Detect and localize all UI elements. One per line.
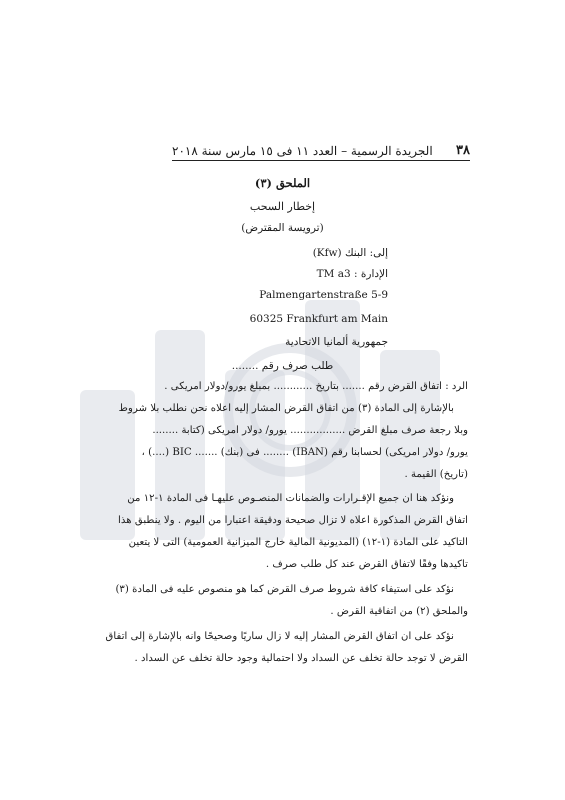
address-to: إلى: البنك (Kfw) — [312, 247, 388, 259]
address-city: 60325 Frankfurt am Main — [249, 313, 388, 325]
page-header — [172, 138, 470, 158]
gazette-info: الجريدة الرسمية – العدد ١١ فى ١٥ مارس سنة ٢٠١٨ — [172, 144, 433, 158]
header-rule — [172, 160, 470, 161]
paragraph-line: تأكيدها وفقًا لاتفاق القرض عند كل طلب صرف . — [265, 559, 468, 570]
address-country: جمهورية ألمانيا الاتحادية — [285, 336, 388, 348]
paragraph-line: الرد : اتفاق القرض رقم ....... بتاريخ ............ بمبلغ يورو/دولار أمريكى . — [164, 381, 468, 392]
paragraph-line: بالإشارة إلى المادة (٣) من اتفاق القرض المشار إليه أعلاه نحن نطلب بلا شروط — [118, 403, 454, 414]
paragraph-line: وبلا رجعة صرف مبلغ القرض ................. يورو/ دولار أمريكى (كتابة ........ — [152, 425, 468, 436]
paragraph-line: القرض لا توجد حالة تخلف عن السداد ولا احتمالية وجود حالة تخلف عن السداد . — [134, 653, 468, 664]
annex-subtitle: إخطار السحب — [249, 200, 316, 213]
paragraph-line: (تاريخ) القيمة . — [404, 469, 468, 480]
paragraph-line: التأكيد على المادة (١-١٢) (المديونية المالية خارج الميزانية العمومية) التى لا يتعين — [128, 537, 468, 548]
address-street: Palmengartenstraße 5-9 — [259, 289, 388, 301]
paragraph-line: يورو/ دولار أمريكى) لحسابنا رقم (IBAN) ........ فى (بنك) ....... BIC (....) ، — [141, 447, 468, 458]
page-number: ٣٨ — [456, 143, 470, 158]
paragraph-line: نؤكد على أن اتفاق القرض المشار إليه لا زال ساريًا وصحيحًا وأنه بالإشارة إلى اتفاق — [105, 631, 454, 642]
paragraph-line: اتفاق القرض المذكورة أعلاه لا تزال صحيحة ودقيقة اعتباراً من اليوم . ولا ينطبق هذا — [118, 515, 468, 526]
paragraph-line: ونؤكد هنا أن جميع الإقـرارات والضمانات المنصـوص عليهـا فى المادة ١-١٢ من — [127, 493, 454, 504]
letterhead-note: (ترويسة المقترض) — [241, 222, 324, 234]
paragraph-line: نؤكد على استيفاء كافة شروط صرف القرض كما هو منصوص عليه فى المادة (٣) — [115, 584, 454, 595]
address-department: الإدارة : TM a3 — [316, 268, 388, 280]
annex-title: الملحق (٣) — [254, 176, 311, 190]
request-number: طلب صرف رقم ........ — [231, 360, 334, 372]
paragraph-line: والملحق (٢) من اتفاقية القرض . — [330, 606, 468, 617]
